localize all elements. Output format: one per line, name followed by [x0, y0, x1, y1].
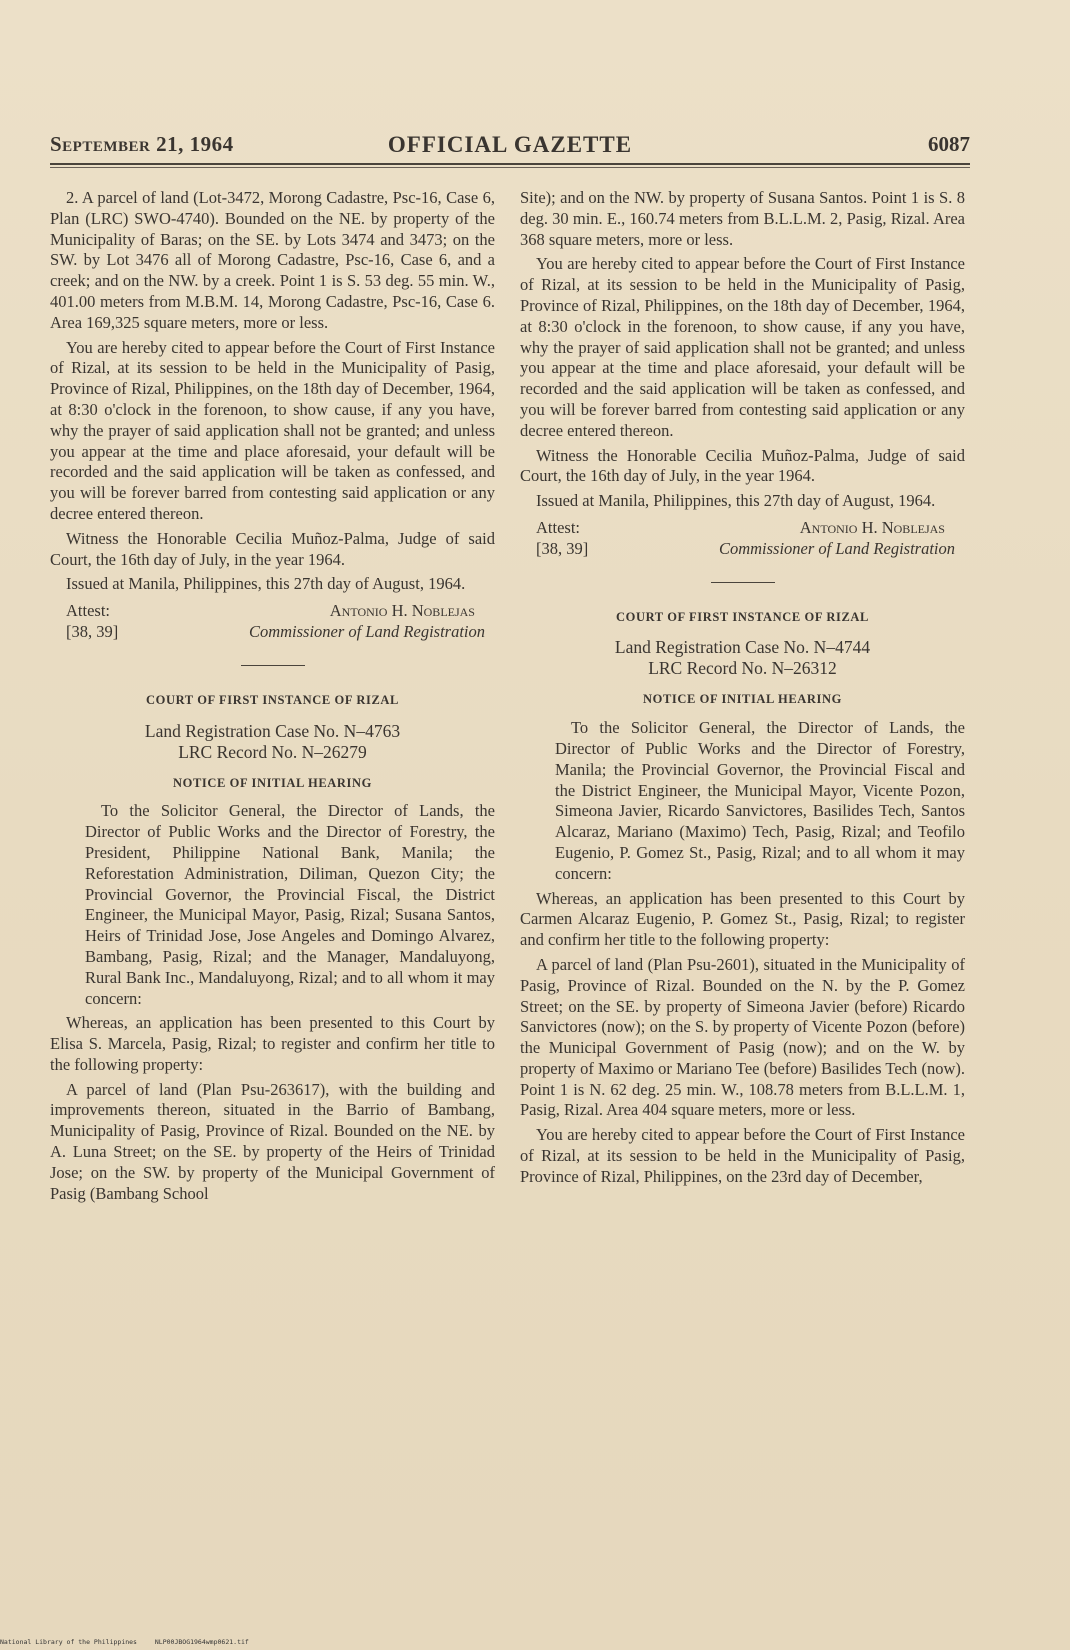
scan-footer	[0, 1638, 263, 1646]
paragraph: You are hereby cited to appear before the Court of First Instance of Rizal, at its session to be held in the Municipality of Pasig, Province of Rizal, Philippines, on the 18th day of December, 1964, at 8:30 o'clock in the forenoon, to show cause, if any you have, why the prayer of said application shall not be granted; and unless you appear at the time and place aforesaid, your default will be recorded and the said application will be taken as confessed, and you will be forever barred from contesting said application or any decree entered thereon.	[520, 254, 965, 440]
paragraph: Issued at Manila, Philippines, this 27th day of August, 1964.	[66, 574, 466, 594]
record-number: LRC Record No. N–26312	[648, 658, 837, 679]
attest-name: Antonio H. Noblejas	[329, 601, 475, 621]
left-column	[50, 188, 495, 1208]
attest-role: Commissioner of Land Registration	[718, 538, 955, 558]
file-name: NLP00JBOG1964wmp0621.tif	[154, 1638, 249, 1646]
paragraph: Witness the Honorable Cecilia Muñoz-Palma, Judge of said Court, the 16th day of July, in the year 1964.	[50, 528, 495, 569]
reference-number: [38, 39]	[66, 621, 119, 641]
notice-heading: NOTICE OF INITIAL HEARING	[173, 775, 372, 790]
paragraph: Site); and on the NW. by property of Susana Santos. Point 1 is S. 8 deg. 30 min. E., 160.74 meters from B.L.L.M. 2, Pasig, Rizal. Area 368 square meters, more or less.	[520, 188, 965, 249]
record-number: LRC Record No. N–26279	[178, 741, 367, 762]
paragraph: You are hereby cited to appear before the Court of First Instance of Rizal, at its session to be held in the Municipality of Pasig, Province of Rizal, Philippines, on the 18th day of December, 1964, at 8:30 o'clock in the forenoon, to show cause, if any you have, why the prayer of said application shall not be granted; and unless you appear at the time and place aforesaid, your default will be recorded and the said application will be taken as confessed, and you will be forever barred from contesting said application or any decree entered thereon.	[50, 337, 495, 523]
right-column	[520, 188, 965, 1192]
paragraph: A parcel of land (Plan Psu-2601), situated in the Municipality of Pasig, Province of Rizal. Bounded on the N. by the P. Gomez Street; on the SE. by property of Simeona Javier (before) Ricardo Sanvictores (now); on the S. by property of Vicente Pozon (before) the Municipal Government of Pasig (now); and on the W. by property of Maximo or Mariano Tee (before) Basilides Tech (now). Point 1 is N. 62 deg. 25 min. W., 108.78 meters from B.L.L.M. 1, Pasig, Rizal. Area 404 square meters, more or less.	[520, 954, 965, 1120]
section-divider	[241, 665, 305, 666]
paragraph: A parcel of land (Plan Psu-263617), with the building and improvements thereon, situated in the Barrio of Bambang, Municipality of Pasig, Province of Rizal. Bounded on the NE. by A. Luna Street; on the SE. by property of the Heirs of Trinidad Jose; on the SW. by property of the Municipal Government of Pasig (Bambang School	[50, 1079, 495, 1203]
case-number: Land Registration Case No. N–4763	[144, 720, 401, 741]
attest-line	[520, 518, 965, 539]
attest-name: Antonio H. Noblejas	[799, 517, 945, 537]
library-credit: National Library of the Philippines	[0, 1638, 137, 1646]
paragraph: 2. A parcel of land (Lot-3472, Morong Cadastre, Psc-16, Case 6, Plan (LRC) SWO-4740). Bounded on the NE. by property of the Municipality of Baras; on the SE. by Lots 3474 and 3473; on the SW. by Lot 3476 all of Morong Cadastre, Psc-16, Case 6, and a creek; and on the NW. by a creek. Point 1 is S. 53 deg. 55 min. W., 401.00 meters from M.B.M. 14, Morong Cadastre, Psc-16, Case 6. Area 169,325 square meters, more or less.	[50, 188, 495, 332]
court-heading: COURT OF FIRST INSTANCE OF RIZAL	[616, 609, 869, 624]
paragraph: Issued at Manila, Philippines, this 27th day of August, 1964.	[536, 491, 936, 511]
header-rule	[50, 163, 970, 165]
attest-role-line	[520, 539, 965, 560]
attest-label: Attest:	[536, 517, 580, 537]
paragraph: Whereas, an application has been presented to this Court by Carmen Alcaraz Eugenio, P. Gomez St., Pasig, Rizal; to register and confirm her title to the following property:	[520, 888, 965, 950]
case-number: Land Registration Case No. N–4744	[614, 637, 871, 658]
section-divider	[711, 582, 775, 583]
paragraph: Witness the Honorable Cecilia Muñoz-Palma, Judge of said Court, the 16th day of July, in the year 1964.	[520, 445, 965, 486]
notice-heading: NOTICE OF INITIAL HEARING	[643, 692, 842, 707]
publication-title: OFFICIAL GAZETTE	[387, 132, 633, 157]
attest-role-line	[50, 622, 495, 643]
attest-role: Commissioner of Land Registration	[248, 621, 485, 641]
page-number: 6087	[928, 132, 970, 156]
header-rule-thin	[50, 167, 970, 168]
court-heading: COURT OF FIRST INSTANCE OF RIZAL	[146, 692, 399, 707]
issue-date: September 21, 1964	[50, 132, 234, 156]
reference-number: [38, 39]	[536, 538, 589, 558]
page-header	[50, 132, 970, 162]
attest-line	[50, 601, 495, 622]
addressees: To the Solicitor General, the Director of Lands, the Director of Public Works and the Director of Forestry, Manila; the Provincial Governor, the Provincial Fiscal and the District Engineer, the Municipal Mayor, Vicente Pozon, Simeona Javier, Ricardo Sanvictores, Basilides Tech, Santos Alcaraz, Mariano (Maximo) Tech, Pasig, Rizal; and Teofilo Eugenio, P. Gomez St., Pasig, Rizal; and to all whom it may concern:	[555, 718, 965, 883]
attest-label: Attest:	[66, 601, 110, 621]
addressees: To the Solicitor General, the Director of Lands, the Director of Public Works and the Director of Forestry, the President, Philippine National Bank, Manila; the Reforestation Administration, Diliman, Quezon City; the Provincial Governor, the Provincial Fiscal, the District Engineer, the Municipal Mayor, Pasig, Rizal; Susana Santos, Heirs of Trinidad Jose, Jose Angeles and Domingo Alvarez, Bambang, Pasig, Rizal; and the Manager, Mandaluyong, Rural Bank Inc., Mandaluyong, Rizal; and to all whom it may concern:	[85, 801, 495, 1008]
paragraph: You are hereby cited to appear before the Court of First Instance of Rizal, at its session to be held in the Municipality of Pasig, Province of Rizal, Philippines, on the 23rd day of December,	[520, 1125, 965, 1186]
paragraph: Whereas, an application has been presented to this Court by Elisa S. Marcela, Pasig, Rizal; to register and confirm her title to the following property:	[50, 1013, 495, 1074]
